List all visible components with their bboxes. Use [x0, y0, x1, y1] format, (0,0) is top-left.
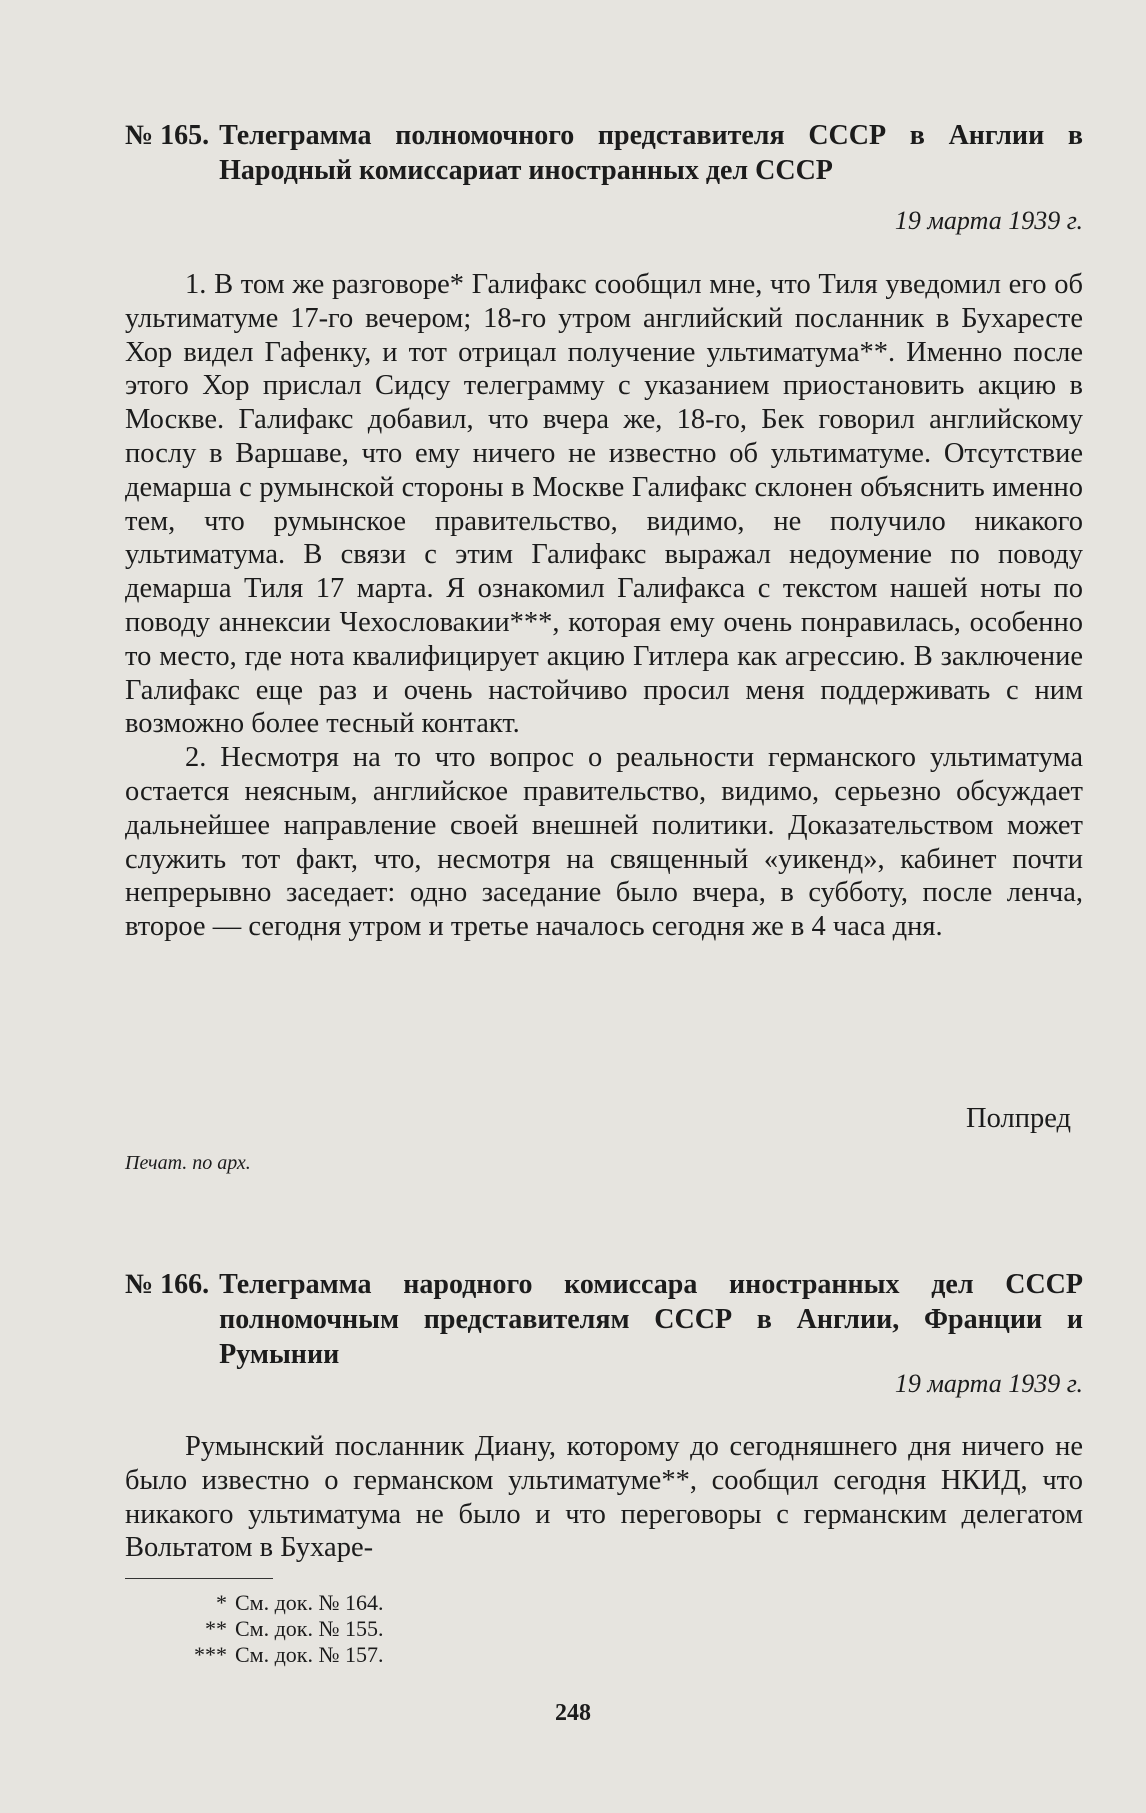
- footnote-3: *** См. док. № 157.: [194, 1642, 384, 1667]
- doc-165-paragraph-1: 1. В том же разговоре* Галифакс сообщил мне, что Тиля уведомил его об ультиматуме 17-го вечером; 18-го утром английский посланник в Бухаресте Хор видел Гафенку, и тот отрицал получение ультиматума**. Именно после этого Хор прислал Сидсу телеграмму с указанием приостановить акцию в Москве. Галифакс добавил, что вчера же, 18-го, Бек говорил английскому послу в Варшаве, что ему ничего не известно об ультиматуме. Отсутствие демарша с румынской стороны в Москве Галифакс склонен объяснить именно тем, что румынское правительство, видимо, не получило никакого ультиматума. В связи с этим Галифакс выражал недоумение по поводу демарша Тиля 17 марта. Я ознакомил Галифакса с текстом нашей ноты по поводу аннексии Чехословакии***, которая ему очень понравилась, особенно то место, где нота квалифицирует акцию Гитлера как агрессию. В заключение Галифакс еще раз и очень настойчиво просил меня поддерживать с ним возможно более тесный контакт.: [125, 269, 1083, 740]
- doc-165-paragraph-2: 2. Несмотря на то что вопрос о реальности германского ультиматума остается неясным, английское правительство, видимо, серьезно обсуждает дальнейшее направление своей внешней политики. Доказательством может служить тот факт, что, несмотря на священный «уикенд», кабинет почти непрерывно заседает: одно заседание было вчера, в субботу, после ленча, второе — сегодня утром и третье началось сегодня же в 4 часа дня.: [125, 742, 1083, 943]
- doc-165-source: Печат. по арх.: [125, 1152, 251, 1174]
- page-number: 248: [555, 1700, 591, 1726]
- doc-165-signature: Полпред: [966, 1103, 1071, 1134]
- doc-166-number: № 166.: [125, 1269, 210, 1300]
- doc-165-title: Телеграмма полномочного представителя СССР в Англии в Народный комиссариат иностранных дел СССР: [219, 120, 1083, 186]
- doc-165-number: № 165.: [125, 120, 210, 151]
- footnote-rule: [125, 1578, 273, 1579]
- doc-166-paragraph-1: Румынский посланник Диану, которому до сегодняшнего дня ничего не было известно о германском ультиматуме**, сообщил сегодня НКИД, что никакого ультиматума не было и что переговоры с германским делегатом Вольтатом в Бухаре-: [125, 1431, 1083, 1564]
- doc-166-body: [125, 1430, 1083, 1565]
- footnote-2: ** См. док. № 155.: [205, 1616, 384, 1641]
- doc-165-body: [125, 268, 1083, 944]
- footnote-1: * См. док. № 164.: [216, 1590, 384, 1615]
- doc-166-title: Телеграмма народного комиссара иностранных дел СССР полномочным представителям СССР в Англии, Франции и Румынии: [219, 1269, 1083, 1370]
- doc-166-heading: [125, 1267, 1083, 1372]
- doc-165-date: 19 марта 1939 г.: [894, 206, 1083, 235]
- doc-165-heading: [125, 118, 1083, 188]
- doc-166-date: 19 марта 1939 г.: [894, 1369, 1083, 1398]
